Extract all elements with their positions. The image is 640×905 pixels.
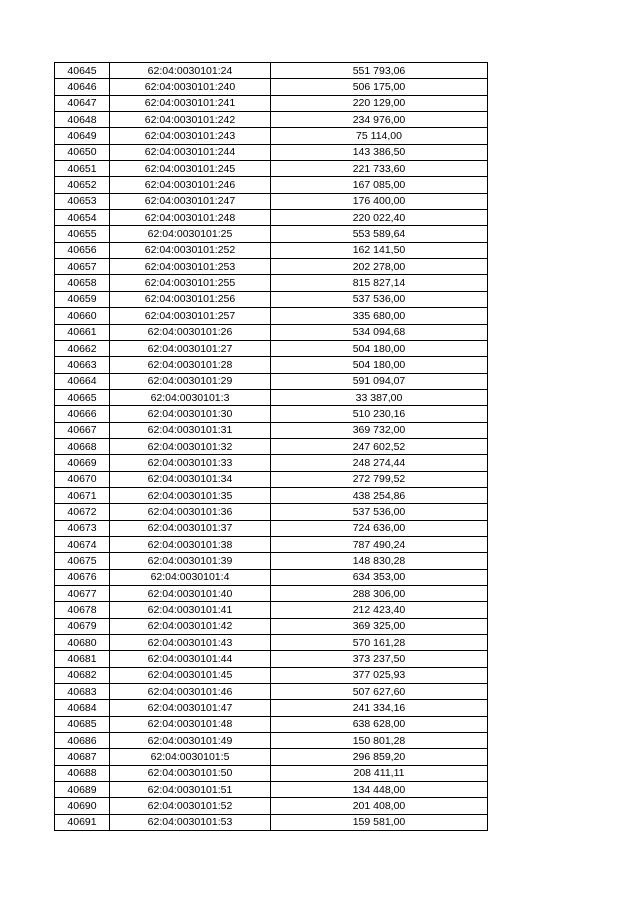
cadastral-number-cell: 62:04:0030101:243 <box>110 128 271 144</box>
row-number-cell: 40660 <box>55 308 110 324</box>
value-cell: 148 830,28 <box>271 553 488 569</box>
row-number-cell: 40645 <box>55 63 110 79</box>
value-cell: 638 628,00 <box>271 716 488 732</box>
value-cell: 248 274,44 <box>271 455 488 471</box>
value-cell: 724 636,00 <box>271 520 488 536</box>
row-number-cell: 40673 <box>55 520 110 536</box>
table-row <box>55 814 488 830</box>
row-number-cell: 40657 <box>55 259 110 275</box>
value-cell: 162 141,50 <box>271 242 488 258</box>
cadastral-number-cell: 62:04:0030101:28 <box>110 357 271 373</box>
value-cell: 150 801,28 <box>271 733 488 749</box>
cadastral-number-cell: 62:04:0030101:46 <box>110 684 271 700</box>
row-number-cell: 40688 <box>55 765 110 781</box>
value-cell: 534 094,68 <box>271 324 488 340</box>
cadastral-number-cell: 62:04:0030101:246 <box>110 177 271 193</box>
row-number-cell: 40664 <box>55 373 110 389</box>
row-number-cell: 40667 <box>55 422 110 438</box>
table-row <box>55 291 488 307</box>
value-cell: 167 085,00 <box>271 177 488 193</box>
table-row <box>55 798 488 814</box>
cadastral-number-cell: 62:04:0030101:50 <box>110 765 271 781</box>
value-cell: 815 827,14 <box>271 275 488 291</box>
cadastral-number-cell: 62:04:0030101:52 <box>110 798 271 814</box>
table-row <box>55 471 488 487</box>
cadastral-number-cell: 62:04:0030101:257 <box>110 308 271 324</box>
cadastral-number-cell: 62:04:0030101:26 <box>110 324 271 340</box>
cadastral-number-cell: 62:04:0030101:247 <box>110 193 271 209</box>
value-cell: 208 411,11 <box>271 765 488 781</box>
row-number-cell: 40662 <box>55 340 110 356</box>
row-number-cell: 40681 <box>55 651 110 667</box>
table-row <box>55 602 488 618</box>
row-number-cell: 40679 <box>55 618 110 634</box>
value-cell: 143 386,50 <box>271 144 488 160</box>
value-cell: 272 799,52 <box>271 471 488 487</box>
table-row <box>55 504 488 520</box>
row-number-cell: 40677 <box>55 586 110 602</box>
table-row <box>55 357 488 373</box>
cadastral-number-cell: 62:04:0030101:252 <box>110 242 271 258</box>
cadastral-number-cell: 62:04:0030101:47 <box>110 700 271 716</box>
value-cell: 221 733,60 <box>271 161 488 177</box>
cadastral-number-cell: 62:04:0030101:241 <box>110 95 271 111</box>
table-row <box>55 242 488 258</box>
value-cell: 510 230,16 <box>271 406 488 422</box>
value-cell: 369 325,00 <box>271 618 488 634</box>
cadastral-number-cell: 62:04:0030101:42 <box>110 618 271 634</box>
value-cell: 537 536,00 <box>271 291 488 307</box>
row-number-cell: 40691 <box>55 814 110 830</box>
row-number-cell: 40674 <box>55 536 110 552</box>
cadastral-number-cell: 62:04:0030101:41 <box>110 602 271 618</box>
value-cell: 176 400,00 <box>271 193 488 209</box>
table-row <box>55 340 488 356</box>
value-cell: 377 025,93 <box>271 667 488 683</box>
cadastral-number-cell: 62:04:0030101:36 <box>110 504 271 520</box>
row-number-cell: 40685 <box>55 716 110 732</box>
row-number-cell: 40653 <box>55 193 110 209</box>
row-number-cell: 40647 <box>55 95 110 111</box>
value-cell: 553 589,64 <box>271 226 488 242</box>
row-number-cell: 40676 <box>55 569 110 585</box>
table-row <box>55 700 488 716</box>
table-row <box>55 667 488 683</box>
table-row <box>55 520 488 536</box>
cadastral-number-cell: 62:04:0030101:3 <box>110 389 271 405</box>
value-cell: 247 602,52 <box>271 438 488 454</box>
cadastral-number-cell: 62:04:0030101:40 <box>110 586 271 602</box>
table-row <box>55 324 488 340</box>
value-cell: 787 490,24 <box>271 536 488 552</box>
cadastral-number-cell: 62:04:0030101:48 <box>110 716 271 732</box>
cadastral-number-cell: 62:04:0030101:33 <box>110 455 271 471</box>
table-row <box>55 373 488 389</box>
row-number-cell: 40648 <box>55 112 110 128</box>
cadastral-number-cell: 62:04:0030101:255 <box>110 275 271 291</box>
row-number-cell: 40675 <box>55 553 110 569</box>
value-cell: 234 976,00 <box>271 112 488 128</box>
row-number-cell: 40670 <box>55 471 110 487</box>
cadastral-number-cell: 62:04:0030101:30 <box>110 406 271 422</box>
row-number-cell: 40672 <box>55 504 110 520</box>
row-number-cell: 40682 <box>55 667 110 683</box>
row-number-cell: 40658 <box>55 275 110 291</box>
value-cell: 296 859,20 <box>271 749 488 765</box>
cadastral-number-cell: 62:04:0030101:31 <box>110 422 271 438</box>
cadastral-number-cell: 62:04:0030101:5 <box>110 749 271 765</box>
table-row <box>55 112 488 128</box>
table-row <box>55 684 488 700</box>
row-number-cell: 40655 <box>55 226 110 242</box>
value-cell: 134 448,00 <box>271 782 488 798</box>
cadastral-number-cell: 62:04:0030101:240 <box>110 79 271 95</box>
table-row <box>55 193 488 209</box>
value-cell: 504 180,00 <box>271 340 488 356</box>
table-row <box>55 536 488 552</box>
cadastral-number-cell: 62:04:0030101:248 <box>110 210 271 226</box>
table-row <box>55 455 488 471</box>
cadastral-number-cell: 62:04:0030101:34 <box>110 471 271 487</box>
table-row <box>55 389 488 405</box>
value-cell: 369 732,00 <box>271 422 488 438</box>
row-number-cell: 40683 <box>55 684 110 700</box>
table-row <box>55 406 488 422</box>
value-cell: 551 793,06 <box>271 63 488 79</box>
table-row <box>55 553 488 569</box>
table-row <box>55 259 488 275</box>
table-row <box>55 63 488 79</box>
row-number-cell: 40690 <box>55 798 110 814</box>
row-number-cell: 40668 <box>55 438 110 454</box>
cadastral-number-cell: 62:04:0030101:45 <box>110 667 271 683</box>
value-cell: 504 180,00 <box>271 357 488 373</box>
table-body <box>55 63 488 831</box>
value-cell: 438 254,86 <box>271 487 488 503</box>
table-row <box>55 438 488 454</box>
table-row <box>55 635 488 651</box>
value-cell: 212 423,40 <box>271 602 488 618</box>
row-number-cell: 40656 <box>55 242 110 258</box>
table-row <box>55 618 488 634</box>
row-number-cell: 40680 <box>55 635 110 651</box>
row-number-cell: 40678 <box>55 602 110 618</box>
value-cell: 33 387,00 <box>271 389 488 405</box>
row-number-cell: 40687 <box>55 749 110 765</box>
cadastral-number-cell: 62:04:0030101:244 <box>110 144 271 160</box>
cadastral-number-cell: 62:04:0030101:49 <box>110 733 271 749</box>
cadastral-number-cell: 62:04:0030101:242 <box>110 112 271 128</box>
cadastral-number-cell: 62:04:0030101:25 <box>110 226 271 242</box>
value-cell: 373 237,50 <box>271 651 488 667</box>
table-row <box>55 569 488 585</box>
table-row <box>55 210 488 226</box>
value-cell: 201 408,00 <box>271 798 488 814</box>
table-row <box>55 765 488 781</box>
table-row <box>55 716 488 732</box>
row-number-cell: 40671 <box>55 487 110 503</box>
table-row <box>55 487 488 503</box>
cadastral-number-cell: 62:04:0030101:24 <box>110 63 271 79</box>
table-row <box>55 177 488 193</box>
table-row <box>55 782 488 798</box>
row-number-cell: 40661 <box>55 324 110 340</box>
row-number-cell: 40646 <box>55 79 110 95</box>
value-cell: 75 114,00 <box>271 128 488 144</box>
cadastral-value-table <box>54 62 488 831</box>
row-number-cell: 40650 <box>55 144 110 160</box>
table-row <box>55 422 488 438</box>
row-number-cell: 40659 <box>55 291 110 307</box>
row-number-cell: 40666 <box>55 406 110 422</box>
table-row <box>55 308 488 324</box>
cadastral-number-cell: 62:04:0030101:44 <box>110 651 271 667</box>
row-number-cell: 40663 <box>55 357 110 373</box>
cadastral-number-cell: 62:04:0030101:4 <box>110 569 271 585</box>
value-cell: 159 581,00 <box>271 814 488 830</box>
row-number-cell: 40684 <box>55 700 110 716</box>
cadastral-number-cell: 62:04:0030101:53 <box>110 814 271 830</box>
value-cell: 288 306,00 <box>271 586 488 602</box>
cadastral-number-cell: 62:04:0030101:39 <box>110 553 271 569</box>
value-cell: 220 129,00 <box>271 95 488 111</box>
row-number-cell: 40686 <box>55 733 110 749</box>
cadastral-number-cell: 62:04:0030101:35 <box>110 487 271 503</box>
value-cell: 202 278,00 <box>271 259 488 275</box>
value-cell: 537 536,00 <box>271 504 488 520</box>
value-cell: 634 353,00 <box>271 569 488 585</box>
row-number-cell: 40649 <box>55 128 110 144</box>
row-number-cell: 40689 <box>55 782 110 798</box>
table-row <box>55 275 488 291</box>
table-row <box>55 79 488 95</box>
cadastral-number-cell: 62:04:0030101:27 <box>110 340 271 356</box>
table-row <box>55 749 488 765</box>
table-row <box>55 651 488 667</box>
value-cell: 506 175,00 <box>271 79 488 95</box>
cadastral-number-cell: 62:04:0030101:256 <box>110 291 271 307</box>
cadastral-number-cell: 62:04:0030101:245 <box>110 161 271 177</box>
cadastral-number-cell: 62:04:0030101:38 <box>110 536 271 552</box>
table-row <box>55 586 488 602</box>
table-row <box>55 144 488 160</box>
table-row <box>55 733 488 749</box>
value-cell: 591 094,07 <box>271 373 488 389</box>
row-number-cell: 40654 <box>55 210 110 226</box>
cadastral-number-cell: 62:04:0030101:32 <box>110 438 271 454</box>
cadastral-number-cell: 62:04:0030101:43 <box>110 635 271 651</box>
value-cell: 570 161,28 <box>271 635 488 651</box>
table-row <box>55 128 488 144</box>
cadastral-number-cell: 62:04:0030101:29 <box>110 373 271 389</box>
cadastral-number-cell: 62:04:0030101:37 <box>110 520 271 536</box>
row-number-cell: 40651 <box>55 161 110 177</box>
value-cell: 220 022,40 <box>271 210 488 226</box>
table-row <box>55 95 488 111</box>
row-number-cell: 40669 <box>55 455 110 471</box>
row-number-cell: 40652 <box>55 177 110 193</box>
document-page <box>54 62 488 831</box>
table-row <box>55 161 488 177</box>
value-cell: 507 627,60 <box>271 684 488 700</box>
value-cell: 241 334,16 <box>271 700 488 716</box>
cadastral-number-cell: 62:04:0030101:253 <box>110 259 271 275</box>
row-number-cell: 40665 <box>55 389 110 405</box>
cadastral-number-cell: 62:04:0030101:51 <box>110 782 271 798</box>
table-row <box>55 226 488 242</box>
value-cell: 335 680,00 <box>271 308 488 324</box>
